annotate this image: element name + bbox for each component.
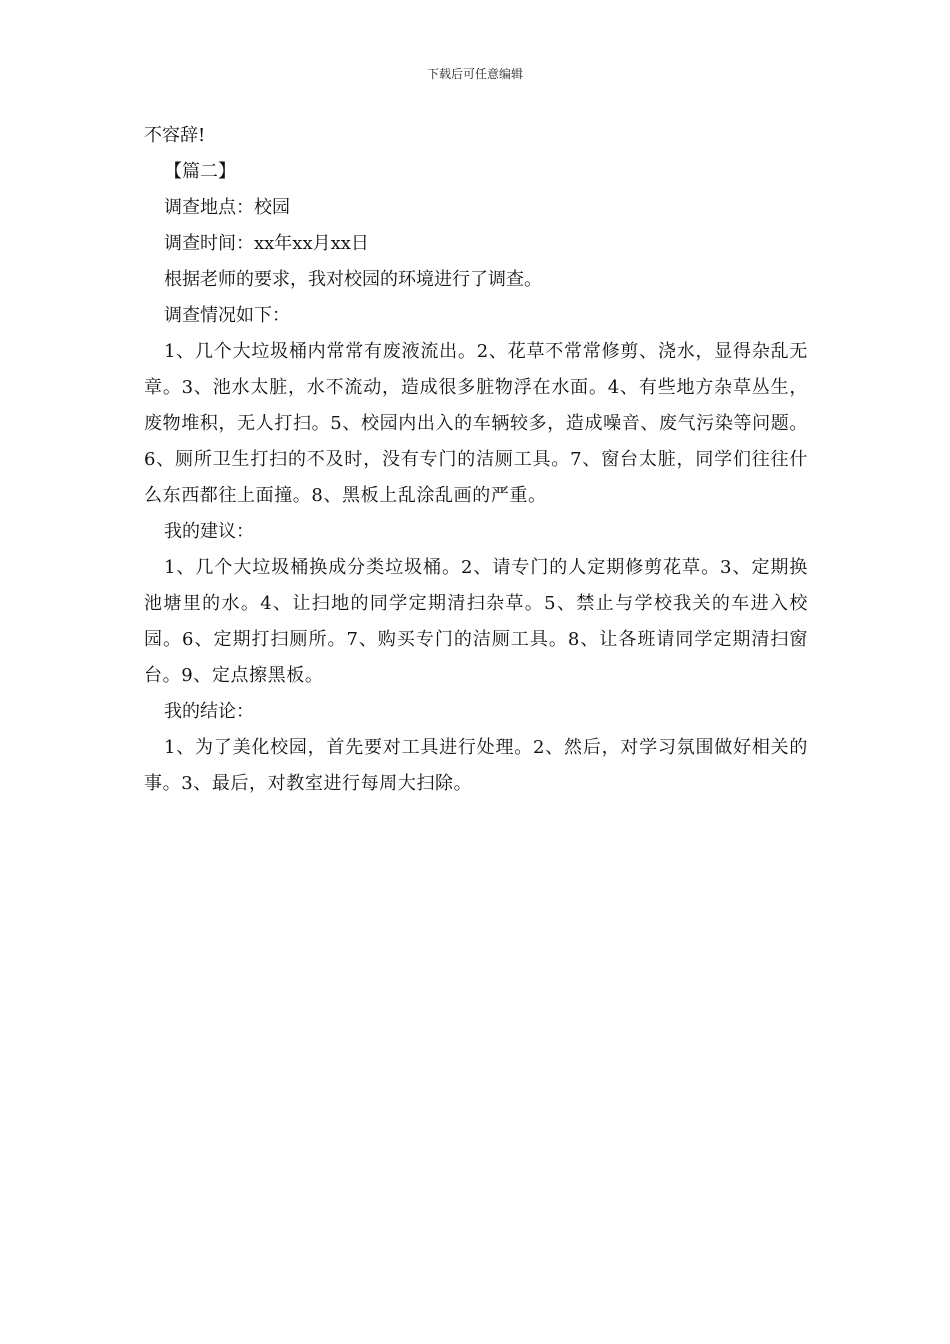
findings-paragraph: 1、几个大垃圾桶内常常有废液流出。2、花草不常常修剪、浇水，显得杂乱无章。3、池水太脏，水不流动，造成很多脏物浮在水面。4、有些地方杂草丛生，废物堆积，无人打扫。5、校园内出入的车辆较多，造成噪音、废气污染等问题。6、厕所卫生打扫的不及时，没有专门的洁厕工具。7、窗台太脏，同学们往往什么东西都往上面撞。8、黑板上乱涂乱画的严重。 <box>144 341 808 506</box>
conclusion-paragraph: 1、为了美化校园，首先要对工具进行处理。2、然后，对学习氛围做好相关的事。3、最后，对教室进行每周大扫除。 <box>144 737 808 794</box>
suggestions-heading: 我的建议： <box>164 521 254 542</box>
document-body <box>144 118 808 802</box>
conclusion-heading: 我的结论： <box>164 701 254 722</box>
page-header: 下载后可任意编辑 <box>426 67 523 81</box>
intro-paragraph: 根据老师的要求，我对校园的环境进行了调查。 <box>164 269 542 290</box>
suggestions-paragraph: 1、几个大垃圾桶换成分类垃圾桶。2、请专门的人定期修剪花草。3、定期换池塘里的水。4、让扫地的同学定期清扫杂草。5、禁止与学校我关的车进入校园。6、定期打扫厕所。7、购买专门的洁厕工具。8、让各班请同学定期清扫窗台。9、定点擦黑板。 <box>144 557 808 686</box>
section-title: 【篇二】 <box>164 161 236 182</box>
findings-heading: 调查情况如下： <box>164 305 290 326</box>
continuation-text: 不容辞! <box>144 125 206 146</box>
survey-time: 调查时间：xx年xx月xx日 <box>164 233 369 254</box>
survey-location: 调查地点：校园 <box>164 197 290 218</box>
